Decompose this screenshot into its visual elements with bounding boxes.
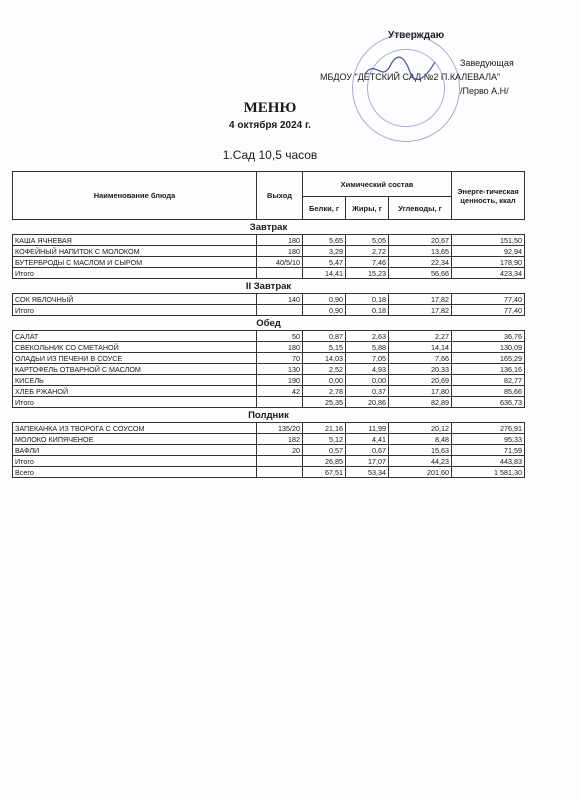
output-cell <box>257 268 303 279</box>
table-row <box>13 386 525 397</box>
dish-name-cell: КИСЕЛЬ <box>13 375 257 386</box>
total-row <box>13 456 525 467</box>
output-cell: 180 <box>257 342 303 353</box>
table-row <box>13 331 525 342</box>
proteins-cell: 2,52 <box>303 364 346 375</box>
total-row <box>13 467 525 478</box>
output-cell: 190 <box>257 375 303 386</box>
menu-date: 4 октября 2024 г. <box>229 120 311 131</box>
dish-name-cell: МОЛОКО КИПЯЧЕНОЕ <box>13 434 257 445</box>
signature <box>360 54 440 84</box>
energy-cell: 77,40 <box>452 305 525 316</box>
proteins-cell: 67,51 <box>303 467 346 478</box>
energy-cell: 443,83 <box>452 456 525 467</box>
approval-position: Заведующая <box>460 58 514 68</box>
energy-cell: 636,73 <box>452 397 525 408</box>
carbs-cell: 13,65 <box>389 246 452 257</box>
carbs-cell: 22,34 <box>389 257 452 268</box>
proteins-cell: 0,87 <box>303 331 346 342</box>
col-dish: Наименование блюда <box>13 172 257 220</box>
meal-section-title: Полдник <box>13 408 525 423</box>
table-row <box>13 235 525 246</box>
approval-title: Утверждаю <box>388 30 445 41</box>
fats-cell: 17,07 <box>346 456 389 467</box>
dish-name-cell: СОК ЯБЛОЧНЫЙ <box>13 294 257 305</box>
col-output: Выход <box>257 172 303 220</box>
dish-name-cell: ОЛАДЬИ ИЗ ПЕЧЕНИ В СОУСЕ <box>13 353 257 364</box>
proteins-cell: 0,90 <box>303 294 346 305</box>
proteins-cell: 0,57 <box>303 445 346 456</box>
output-cell: 40/5/10 <box>257 257 303 268</box>
proteins-cell: 14,41 <box>303 268 346 279</box>
proteins-cell: 5,12 <box>303 434 346 445</box>
col-carbs: Углеводы, г <box>389 197 452 220</box>
energy-cell: 82,77 <box>452 375 525 386</box>
table-row <box>13 294 525 305</box>
carbs-cell: 15,63 <box>389 445 452 456</box>
table-row <box>13 364 525 375</box>
carbs-cell: 20,33 <box>389 364 452 375</box>
proteins-cell: 0,90 <box>303 305 346 316</box>
meal-section-title: Обед <box>13 316 525 331</box>
carbs-cell: 82,89 <box>389 397 452 408</box>
fats-cell: 15,23 <box>346 268 389 279</box>
carbs-cell: 7,66 <box>389 353 452 364</box>
table-row <box>13 375 525 386</box>
table-row <box>13 434 525 445</box>
output-cell <box>257 456 303 467</box>
dish-name-cell: Итого <box>13 456 257 467</box>
carbs-cell: 44,23 <box>389 456 452 467</box>
output-cell: 50 <box>257 331 303 342</box>
proteins-cell: 26,85 <box>303 456 346 467</box>
fats-cell: 2,72 <box>346 246 389 257</box>
fats-cell: 0,37 <box>346 386 389 397</box>
output-cell: 130 <box>257 364 303 375</box>
carbs-cell: 56,66 <box>389 268 452 279</box>
energy-cell: 165,29 <box>452 353 525 364</box>
table-row <box>13 342 525 353</box>
output-cell: 182 <box>257 434 303 445</box>
proteins-cell: 5,65 <box>303 235 346 246</box>
meal-section-row <box>13 220 525 235</box>
output-cell: 42 <box>257 386 303 397</box>
fats-cell: 53,34 <box>346 467 389 478</box>
proteins-cell: 0,00 <box>303 375 346 386</box>
meal-section-row <box>13 279 525 294</box>
col-proteins: Белки, г <box>303 197 346 220</box>
dish-name-cell: КОФЕЙНЫЙ НАПИТОК С МОЛОКОМ <box>13 246 257 257</box>
energy-cell: 423,34 <box>452 268 525 279</box>
fats-cell: 0,18 <box>346 305 389 316</box>
menu-group: 1.Сад 10,5 часов <box>222 148 318 162</box>
fats-cell: 4,93 <box>346 364 389 375</box>
proteins-cell: 2,78 <box>303 386 346 397</box>
output-cell: 20 <box>257 445 303 456</box>
carbs-cell: 2,27 <box>389 331 452 342</box>
fats-cell: 4,41 <box>346 434 389 445</box>
fats-cell: 11,99 <box>346 423 389 434</box>
energy-cell: 151,50 <box>452 235 525 246</box>
menu-table <box>12 171 525 478</box>
approval-organization: МБДОУ "ДЕТСКИЙ САД №2 П.КАЛЕВАЛА" <box>320 72 501 82</box>
dish-name-cell: Итого <box>13 397 257 408</box>
approval-name: /Перво А.Н/ <box>460 86 509 96</box>
fats-cell: 7,05 <box>346 353 389 364</box>
energy-cell: 71,59 <box>452 445 525 456</box>
proteins-cell: 21,16 <box>303 423 346 434</box>
output-cell <box>257 397 303 408</box>
meal-section-row <box>13 408 525 423</box>
fats-cell: 0,18 <box>346 294 389 305</box>
energy-cell: 276,91 <box>452 423 525 434</box>
col-energy-label: Энерге-тическая ценность, ккал <box>457 186 519 205</box>
meal-section-row <box>13 316 525 331</box>
table-row <box>13 353 525 364</box>
dish-name-cell: БУТЕРБРОДЫ С МАСЛОМ И СЫРОМ <box>13 257 257 268</box>
output-cell: 135/20 <box>257 423 303 434</box>
proteins-cell: 25,35 <box>303 397 346 408</box>
energy-cell: 92,94 <box>452 246 525 257</box>
table-row <box>13 246 525 257</box>
output-cell: 180 <box>257 235 303 246</box>
meal-section-title: II Завтрак <box>13 279 525 294</box>
output-cell: 70 <box>257 353 303 364</box>
carbs-cell: 8,48 <box>389 434 452 445</box>
output-cell <box>257 467 303 478</box>
energy-cell: 1 581,30 <box>452 467 525 478</box>
fats-cell: 0,00 <box>346 375 389 386</box>
dish-name-cell: КАРТОФЕЛЬ ОТВАРНОЙ С МАСЛОМ <box>13 364 257 375</box>
fats-cell: 5,88 <box>346 342 389 353</box>
fats-cell: 2,63 <box>346 331 389 342</box>
output-cell: 140 <box>257 294 303 305</box>
carbs-cell: 20,67 <box>389 235 452 246</box>
table-row <box>13 257 525 268</box>
fats-cell: 7,46 <box>346 257 389 268</box>
dish-name-cell: Итого <box>13 268 257 279</box>
energy-cell: 178,90 <box>452 257 525 268</box>
dish-name-cell: ВАФЛИ <box>13 445 257 456</box>
total-row <box>13 268 525 279</box>
carbs-cell: 17,80 <box>389 386 452 397</box>
output-cell: 180 <box>257 246 303 257</box>
fats-cell: 20,86 <box>346 397 389 408</box>
proteins-cell: 3,29 <box>303 246 346 257</box>
energy-cell: 36,76 <box>452 331 525 342</box>
total-row <box>13 305 525 316</box>
dish-name-cell: КАША ЯЧНЕВАЯ <box>13 235 257 246</box>
col-chem: Химический состав <box>303 172 452 197</box>
carbs-cell: 17,82 <box>389 294 452 305</box>
total-row <box>13 397 525 408</box>
carbs-cell: 20,69 <box>389 375 452 386</box>
carbs-cell: 20,12 <box>389 423 452 434</box>
proteins-cell: 5,15 <box>303 342 346 353</box>
proteins-cell: 5,47 <box>303 257 346 268</box>
page-title: МЕНЮ <box>243 100 297 116</box>
dish-name-cell: Итого <box>13 305 257 316</box>
energy-cell: 77,40 <box>452 294 525 305</box>
energy-cell: 130,09 <box>452 342 525 353</box>
fats-cell: 5,05 <box>346 235 389 246</box>
table-row <box>13 445 525 456</box>
carbs-cell: 17,82 <box>389 305 452 316</box>
dish-name-cell: Всего <box>13 467 257 478</box>
dish-name-cell: ХЛЕБ РЖАНОЙ <box>13 386 257 397</box>
energy-cell: 95,33 <box>452 434 525 445</box>
dish-name-cell: СВЕКОЛЬНИК СО СМЕТАНОЙ <box>13 342 257 353</box>
col-energy <box>452 172 525 220</box>
dish-name-cell: ЗАПЕКАНКА ИЗ ТВОРОГА С СОУСОМ <box>13 423 257 434</box>
table-row <box>13 423 525 434</box>
meal-section-title: Завтрак <box>13 220 525 235</box>
output-cell <box>257 305 303 316</box>
col-fats: Жиры, г <box>346 197 389 220</box>
fats-cell: 0,67 <box>346 445 389 456</box>
proteins-cell: 14,03 <box>303 353 346 364</box>
energy-cell: 136,16 <box>452 364 525 375</box>
energy-cell: 85,66 <box>452 386 525 397</box>
dish-name-cell: САЛАТ <box>13 331 257 342</box>
carbs-cell: 201,60 <box>389 467 452 478</box>
menu-body <box>13 220 525 478</box>
carbs-cell: 14,14 <box>389 342 452 353</box>
